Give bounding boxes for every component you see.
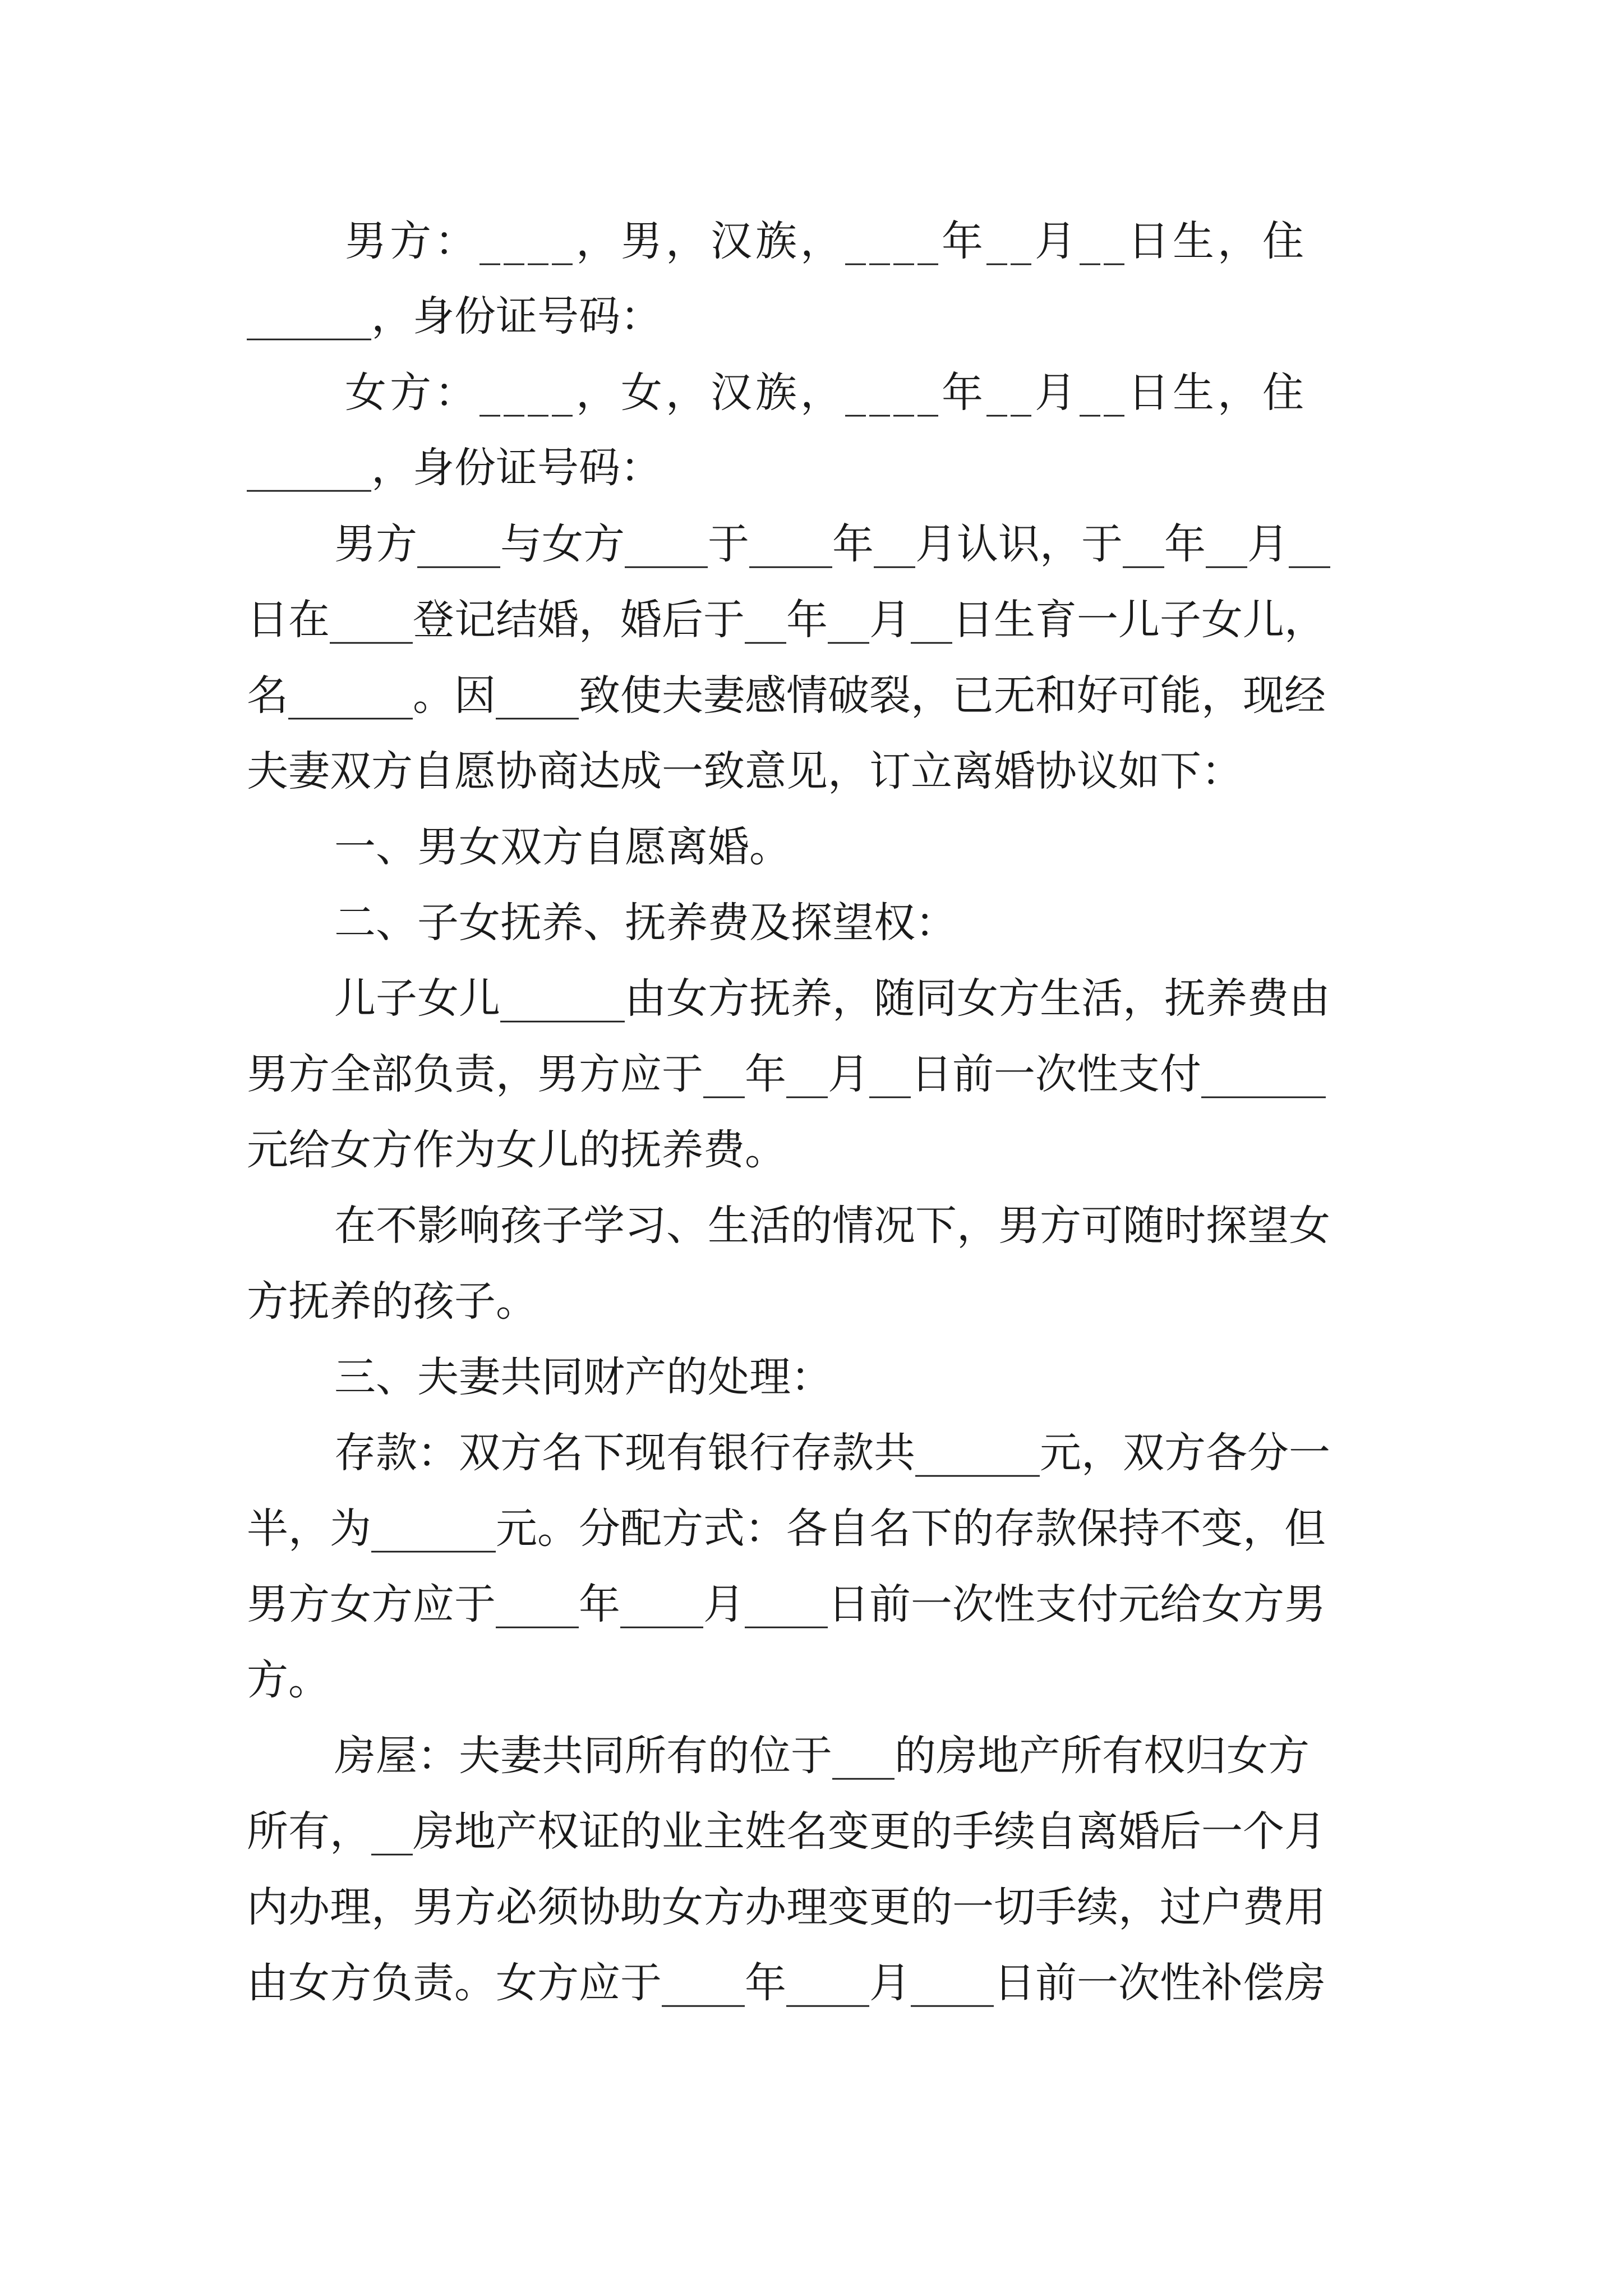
savings-line: 半，为______元。分配方式：各自名下的存款保持不变，但 (247, 1504, 1326, 1553)
intro-paragraph-line: 日在____登记结婚，婚后于__年__月__日生育一儿子女儿， (247, 596, 1326, 644)
clause-1-heading: 一、男女双方自愿离婚。 (334, 823, 791, 871)
visitation-line: 在不影响孩子学习、生活的情况下，男方可随时探望女 (334, 1202, 1330, 1250)
house-line: 房屋：夫妻共同所有的位于___的房地产所有权归女方 (334, 1732, 1310, 1780)
child-support-line: 儿子女儿______由女方抚养，随同女方生活，抚养费由 (334, 974, 1330, 1023)
house-line: 所有，__房地产权证的业主姓名变更的手续自离婚后一个月 (247, 1807, 1326, 1856)
savings-line: 方。 (247, 1656, 330, 1704)
house-line: 由女方负责。女方应于____年____月____日前一次性补偿房 (247, 1959, 1326, 2007)
female-party-line: 女方：____，女，汉族，____年__月__日生，住 (345, 369, 1307, 417)
house-line: 内办理，男方必须协助女方办理变更的一切手续，过户费用 (247, 1883, 1326, 1931)
intro-paragraph-line: 男方____与女方____于____年__月认识，于__年__月__ (334, 520, 1330, 568)
savings-line: 男方女方应于____年____月____日前一次性支付元给女方男 (247, 1580, 1326, 1628)
intro-paragraph-line: 名______。因____致使夫妻感情破裂，已无和好可能，现经 (247, 671, 1326, 720)
male-party-line-continued: ______，身份证号码： (247, 292, 662, 341)
clause-2-heading: 二、子女抚养、抚养费及探望权： (334, 899, 957, 947)
clause-3-heading: 三、夫妻共同财产的处理： (334, 1353, 832, 1401)
child-support-line: 元给女方作为女儿的抚养费。 (247, 1126, 786, 1174)
intro-paragraph-line: 夫妻双方自愿协商达成一致意见，订立离婚协议如下： (247, 747, 1243, 795)
savings-line: 存款：双方名下现有银行存款共______元，双方各分一 (334, 1429, 1330, 1477)
female-party-line-continued: ______，身份证号码： (247, 444, 662, 492)
male-party-line: 男方：____，男，汉族，____年__月__日生，住 (345, 217, 1307, 265)
visitation-line: 方抚养的孩子。 (247, 1277, 537, 1326)
child-support-line: 男方全部负责，男方应于__年__月__日前一次性支付______ (247, 1050, 1326, 1098)
